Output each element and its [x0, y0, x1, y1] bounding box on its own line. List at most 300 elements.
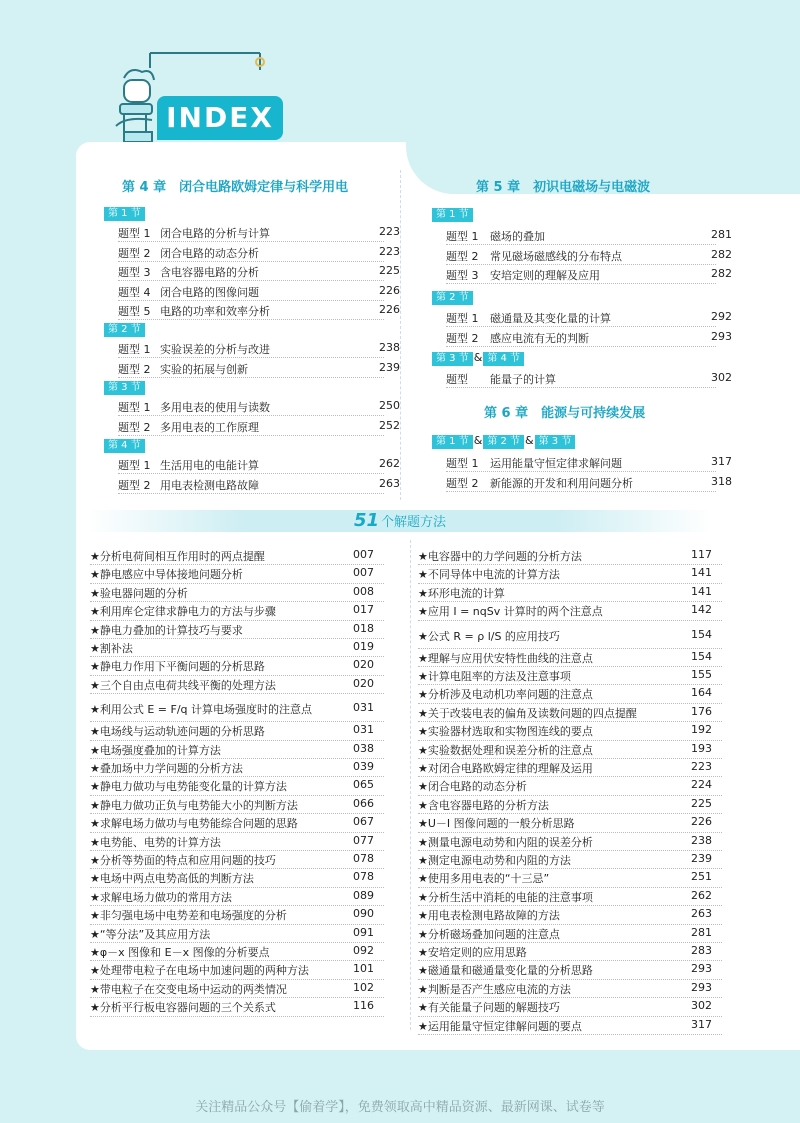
page-number: 223: [691, 760, 712, 773]
page-number: 154: [691, 627, 712, 641]
page-number: 225: [691, 796, 712, 810]
row-separator: [90, 740, 384, 741]
method-name: ★不同导体中电流的计算方法: [418, 568, 560, 582]
page-number: 251: [691, 870, 712, 884]
methods-banner: [88, 510, 712, 532]
question-type-label: 题型 2: [118, 362, 151, 376]
question-type-name: 闭合电路的分析与计算: [160, 227, 270, 240]
method-row[interactable]: [418, 622, 712, 648]
row-separator: [118, 493, 384, 494]
question-type-name: 闭合电路的动态分析: [160, 246, 259, 260]
row-separator: [90, 776, 384, 777]
page-number: 038: [353, 741, 374, 755]
method-name: ★电场线与运动轨迹问题的分析思路: [90, 725, 265, 739]
row-separator: [90, 979, 384, 980]
method-name: ★处理带电粒子在电场中加速问题的两种方法: [90, 964, 309, 978]
method-name: ★计算电阻率的方法及注意事项: [418, 670, 571, 683]
section-tag-row: [104, 438, 145, 454]
page-number: 226: [691, 815, 712, 829]
page-number: 117: [691, 548, 712, 561]
methods-count: 51: [353, 510, 380, 531]
page-number: 250: [379, 399, 400, 412]
section-tag-row: 第 3 节 & 第 4 节: [432, 351, 524, 367]
page-number: 090: [353, 907, 374, 921]
row-separator: [446, 471, 716, 472]
method-row[interactable]: [90, 603, 374, 621]
question-type-label: 题型 1: [446, 230, 479, 243]
section-tag: 第 4 节: [104, 439, 145, 453]
method-name: ★静电感应中导体接地问题分析: [90, 568, 243, 582]
page-number: 293: [711, 329, 732, 343]
method-name: ★磁通量和磁通量变化量的分析思路: [418, 964, 593, 978]
row-separator: [418, 832, 722, 833]
row-separator: [418, 740, 722, 741]
method-name: ★环形电流的计算: [418, 586, 505, 600]
method-row[interactable]: [418, 870, 712, 888]
row-separator: [418, 684, 722, 685]
row-separator: [90, 1016, 384, 1017]
method-row[interactable]: [90, 677, 374, 695]
method-row[interactable]: [90, 797, 374, 815]
method-name: ★分析生活中消耗的电能的注意事项: [418, 890, 593, 904]
page-number: 020: [353, 676, 374, 690]
row-separator: [90, 997, 384, 998]
method-row[interactable]: [90, 834, 374, 852]
row-separator: [118, 261, 384, 262]
method-row[interactable]: [418, 603, 712, 621]
method-name: ★静电力作用下平衡问题的分析思路: [90, 660, 265, 674]
row-separator: [418, 795, 722, 796]
method-name: ★有关能量子问题的解题技巧: [418, 1001, 560, 1015]
section-tag: 第 1 节: [432, 435, 473, 449]
method-row[interactable]: [418, 705, 712, 723]
page-number: 176: [691, 704, 712, 718]
question-type-name: 闭合电路的图像问题: [160, 285, 259, 299]
question-type-label: 题型 1: [118, 401, 151, 414]
method-name: ★关于改装电表的偏角及读数问题的四点提醒: [418, 706, 637, 720]
page-number: 239: [691, 852, 712, 865]
method-row[interactable]: [90, 999, 374, 1017]
row-separator: [90, 721, 384, 722]
page-number: 293: [691, 980, 712, 994]
page-number: 008: [353, 584, 374, 598]
row-separator: [90, 850, 384, 851]
row-separator: [118, 435, 384, 436]
row-separator: [446, 283, 716, 284]
method-row[interactable]: [90, 566, 374, 584]
method-name: ★U－I 图像问题的一般分析思路: [418, 817, 575, 831]
question-type-label: 题型 3: [118, 266, 151, 279]
method-row[interactable]: [90, 622, 374, 640]
method-row[interactable]: [418, 926, 712, 944]
question-type-label: 题型 2: [118, 478, 151, 492]
row-separator: [418, 721, 722, 722]
row-separator: [446, 244, 716, 245]
page-number: 077: [353, 833, 374, 847]
question-type-name: 多用电表的工作原理: [160, 420, 259, 434]
row-separator: [90, 638, 384, 639]
page-number: 317: [711, 455, 732, 468]
page-number: 225: [379, 264, 400, 277]
row-separator: [418, 1016, 722, 1017]
row-separator: [90, 887, 384, 888]
method-row[interactable]: [90, 742, 374, 760]
method-row[interactable]: [90, 658, 374, 676]
method-row[interactable]: [418, 834, 712, 852]
page-number: 141: [691, 584, 712, 598]
method-name: ★使用多用电表的“十三忌”: [418, 872, 550, 886]
method-name: ★三个自由点电荷共线平衡的处理方法: [90, 678, 276, 692]
row-separator: [418, 813, 722, 814]
page-number: 193: [691, 741, 712, 755]
method-row[interactable]: [418, 742, 712, 760]
method-name: ★应用 I = nqSv 计算时的两个注意点: [418, 605, 603, 619]
page-number: 281: [711, 228, 732, 241]
row-separator: [418, 564, 722, 565]
page-number: 282: [711, 267, 732, 280]
section-tag-row: [104, 322, 145, 338]
question-type-name: 能量子的计算: [490, 373, 556, 386]
section-tag: 第 1 节: [432, 208, 473, 222]
page-number: 263: [379, 476, 400, 490]
row-separator: [418, 776, 722, 777]
method-row[interactable]: [418, 668, 712, 686]
section-tag-row: [432, 207, 473, 223]
row-separator: [418, 887, 722, 888]
page-number: 164: [691, 686, 712, 700]
method-name: ★割补法: [90, 642, 133, 655]
row-separator: [118, 300, 384, 301]
page-number: 283: [691, 944, 712, 957]
row-separator: [418, 960, 722, 961]
row-separator: [418, 997, 722, 998]
method-name: ★静电力做功与电势能变化量的计算方法: [90, 780, 287, 794]
page-number: 116: [353, 999, 374, 1013]
page-number: 281: [691, 925, 712, 939]
page-number: 302: [691, 999, 712, 1013]
page-number: 293: [691, 962, 712, 976]
method-name: ★电容器中的力学问题的分析方法: [418, 550, 582, 563]
row-separator: [118, 415, 384, 416]
footer-note: 关注精品公众号【偷着学】，免费领取高中精品资源、最新网课、试卷等: [195, 1100, 605, 1115]
question-type-name: 含电容器电路的分析: [160, 266, 259, 279]
row-separator: [446, 387, 716, 388]
method-name: ★对闭合电路欧姆定律的理解及运用: [418, 762, 593, 775]
row-separator: [90, 758, 384, 759]
page-number: 017: [353, 603, 374, 617]
question-type-label: 题型 4: [118, 285, 151, 299]
method-name: ★电场中两点电势高低的判断方法: [90, 872, 254, 886]
section-tag: 第 2 节: [432, 291, 473, 305]
row-separator: [90, 868, 384, 869]
method-name: ★实验器材选取和实物图连线的要点: [418, 725, 593, 739]
row-separator: [90, 924, 384, 925]
page-number: 031: [353, 723, 374, 737]
page-number: 089: [353, 888, 374, 902]
row-separator: [418, 648, 722, 649]
method-row[interactable]: [90, 760, 374, 778]
page-number: 292: [711, 310, 732, 323]
question-type-name: 新能源的开发和利用问题分析: [490, 476, 633, 490]
section-tag: 第 2 节: [104, 323, 145, 337]
row-separator: [446, 264, 716, 265]
method-row[interactable]: [90, 852, 374, 870]
method-name: ★判断是否产生感应电流的方法: [418, 982, 571, 996]
row-separator: [118, 280, 384, 281]
question-type-name: 常见磁场磁感线的分布特点: [490, 249, 622, 263]
method-row[interactable]: [418, 585, 712, 603]
page-number: 317: [691, 1017, 712, 1031]
section-tag: 第 3 节: [535, 435, 576, 449]
question-type-name: 安培定则的理解及应用: [490, 269, 600, 282]
question-type-label: 题型 1: [118, 343, 151, 356]
page-number: 252: [379, 418, 400, 432]
page-number: 238: [379, 341, 400, 354]
page-number: 091: [353, 925, 374, 939]
question-type-name: 磁场的叠加: [490, 230, 545, 243]
method-name: ★运用能量守恒定律解问题的要点: [418, 1019, 582, 1033]
method-row[interactable]: [90, 926, 374, 944]
page-number: 078: [353, 852, 374, 865]
method-row[interactable]: [90, 548, 374, 566]
method-name: ★非匀强电场中电势差和电场强度的分析: [90, 909, 287, 923]
method-row[interactable]: [418, 778, 712, 796]
method-row[interactable]: [90, 723, 374, 741]
page-number: 092: [353, 944, 374, 957]
method-row[interactable]: [418, 797, 712, 815]
method-name: ★理解与应用伏安特性曲线的注意点: [418, 651, 593, 665]
row-separator: [418, 583, 722, 584]
method-row[interactable]: [418, 981, 712, 999]
method-row[interactable]: [418, 999, 712, 1017]
method-row[interactable]: [90, 640, 374, 658]
row-separator: [446, 326, 716, 327]
column-divider: [400, 170, 401, 500]
row-separator: [418, 868, 722, 869]
method-name: ★测定电源电动势和内阻的方法: [418, 854, 571, 867]
page-number: 226: [379, 303, 400, 316]
question-type-name: 多用电表的使用与读数: [160, 401, 270, 414]
row-separator: [418, 1034, 722, 1035]
method-row[interactable]: [418, 686, 712, 704]
question-type-label: 题型 2: [118, 420, 151, 434]
method-name: ★安培定则的应用思路: [418, 946, 527, 959]
method-row[interactable]: [90, 870, 374, 888]
page-number: 039: [353, 760, 374, 773]
method-name: ★“等分法”及其应用方法: [90, 927, 211, 941]
row-separator: [90, 564, 384, 565]
question-type-label: 题型 1: [446, 457, 479, 470]
page-number: 192: [691, 723, 712, 737]
method-name: ★公式 R = ρ l/S 的应用技巧: [418, 629, 560, 643]
row-separator: [446, 346, 716, 347]
chapter-5-title: 第 5 章 初识电磁场与电磁波: [476, 180, 651, 195]
method-name: ★静电力做功正负与电势能大小的判断方法: [90, 798, 298, 812]
question-type-label: 题型 2: [118, 246, 151, 260]
method-row[interactable]: [90, 944, 374, 962]
question-type-name: 磁通量及其变化量的计算: [490, 312, 611, 325]
row-separator: [418, 979, 722, 980]
row-separator: [90, 583, 384, 584]
question-type-name: 运用能量守恒定律求解问题: [490, 457, 622, 470]
method-row[interactable]: [90, 778, 374, 796]
page-number: 224: [691, 778, 712, 792]
section-tag: 第 2 节: [483, 435, 524, 449]
method-name: ★分析等势面的特点和应用问题的技巧: [90, 854, 276, 867]
row-separator: [90, 795, 384, 796]
question-type-name: 电路的功率和效率分析: [160, 305, 270, 318]
row-separator: [90, 813, 384, 814]
page-number: 282: [711, 247, 732, 261]
method-row[interactable]: [418, 760, 712, 778]
method-row[interactable]: [90, 815, 374, 833]
row-separator: [418, 601, 722, 602]
page-number: 065: [353, 778, 374, 792]
row-separator: [90, 942, 384, 943]
row-separator: [418, 905, 722, 906]
method-name: ★闭合电路的动态分析: [418, 780, 527, 794]
row-separator: [118, 241, 384, 242]
method-name: ★分析涉及电动机功率问题的注意点: [418, 688, 593, 702]
method-name: ★求解电场力做功与电势能综合问题的思路: [90, 817, 298, 831]
question-type-label: 题型 2: [446, 476, 479, 490]
page-number: 019: [353, 640, 374, 653]
question-type-label: 题型 5: [118, 305, 151, 318]
row-separator: [90, 675, 384, 676]
page-number: 263: [691, 907, 712, 921]
row-separator: [418, 758, 722, 759]
method-row[interactable]: [418, 723, 712, 741]
method-name: ★带电粒子在交变电场中运动的两类情况: [90, 982, 287, 996]
section-tag-row: [104, 380, 145, 396]
row-separator: [418, 666, 722, 667]
method-name: ★含电容器电路的分析方法: [418, 798, 549, 812]
page-number: 318: [711, 474, 732, 488]
method-row[interactable]: [418, 907, 712, 925]
question-type-label: 题型 1: [118, 459, 151, 472]
method-row[interactable]: [418, 1018, 712, 1036]
row-separator: [418, 942, 722, 943]
method-name: ★求解电场力做功的常用方法: [90, 890, 232, 904]
question-type-label: 题型: [446, 373, 468, 386]
method-row[interactable]: [90, 889, 374, 907]
question-type-name: 实验误差的分析与改进: [160, 343, 270, 356]
method-row[interactable]: [418, 852, 712, 870]
question-type-label: 题型 3: [446, 269, 479, 282]
row-separator: [90, 693, 384, 694]
page-number: 142: [691, 603, 712, 617]
section-tag: 第 1 节: [104, 207, 145, 221]
page-number: 223: [379, 244, 400, 258]
page-number: 031: [353, 701, 374, 715]
chapter-4-title: 第 4 章 闭合电路欧姆定律与科学用电: [122, 180, 349, 195]
method-name: ★分析磁场叠加问题的注意点: [418, 927, 560, 941]
page-number: 226: [379, 283, 400, 297]
section-tag-row: 第 1 节 & 第 2 节 & 第 3 节: [432, 434, 575, 450]
method-row[interactable]: [418, 944, 712, 962]
method-name: ★利用公式 E = F/q 计算电场强度时的注意点: [90, 703, 313, 717]
row-separator: [118, 357, 384, 358]
method-row[interactable]: [418, 548, 712, 566]
method-row[interactable]: [418, 815, 712, 833]
page-number: 020: [353, 658, 374, 672]
page-number: 154: [691, 649, 712, 663]
row-separator: [90, 905, 384, 906]
method-name: ★分析电荷间相互作用时的两点提醒: [90, 550, 265, 563]
page-number: 238: [691, 833, 712, 847]
method-row[interactable]: [418, 962, 712, 980]
question-type-label: 题型 1: [118, 227, 151, 240]
method-row[interactable]: [90, 907, 374, 925]
method-name: ★φ－x 图像和 E－x 图像的分析要点: [90, 946, 270, 959]
page-number: 007: [353, 566, 374, 580]
question-type-name: 用电表检测电路故障: [160, 478, 259, 492]
question-type-name: 生活用电的电能计算: [160, 459, 259, 472]
method-row[interactable]: [418, 650, 712, 668]
question-type-label: 题型 2: [446, 331, 479, 345]
row-separator: [118, 377, 384, 378]
method-row[interactable]: [90, 962, 374, 980]
row-separator: [90, 832, 384, 833]
methods-label: 个解题方法: [381, 515, 447, 530]
page-number: 007: [353, 548, 374, 561]
section-tag: 第 4 节: [483, 352, 524, 366]
row-separator: [90, 960, 384, 961]
page-number: 262: [691, 888, 712, 902]
row-separator: [90, 656, 384, 657]
page-number: 101: [353, 962, 374, 976]
method-name: ★电场强度叠加的计算方法: [90, 743, 221, 757]
page-number: 302: [711, 371, 732, 384]
section-tag: 第 3 节: [104, 381, 145, 395]
method-name: ★利用库仑定律求静电力的方法与步骤: [90, 605, 276, 619]
page-number: 155: [691, 668, 712, 681]
index-title: INDEX: [157, 96, 283, 140]
page-number: 067: [353, 815, 374, 829]
page-number: 262: [379, 457, 400, 470]
row-separator: [90, 601, 384, 602]
page-number: 078: [353, 870, 374, 884]
method-row[interactable]: [90, 585, 374, 603]
method-name: ★验电器问题的分析: [90, 586, 188, 600]
method-row[interactable]: [418, 889, 712, 907]
method-row[interactable]: [418, 566, 712, 584]
row-separator: [118, 473, 384, 474]
page-number: 239: [379, 360, 400, 374]
page-number: 102: [353, 980, 374, 994]
row-separator: [446, 491, 716, 492]
question-type-label: 题型 1: [446, 312, 479, 325]
method-name: ★分析平行板电容器问题的三个关系式: [90, 1001, 276, 1015]
column-divider: [410, 540, 411, 1030]
method-name: ★叠加场中力学问题的分析方法: [90, 762, 243, 775]
row-separator: [418, 620, 722, 621]
row-separator: [118, 319, 384, 320]
row-separator: [90, 620, 384, 621]
page-number: 066: [353, 796, 374, 810]
row-separator: [418, 850, 722, 851]
row-separator: [418, 924, 722, 925]
method-name: ★实验数据处理和误差分析的注意点: [418, 743, 593, 757]
method-row[interactable]: [90, 981, 374, 999]
section-tag-row: [432, 290, 473, 306]
page-number: 018: [353, 621, 374, 635]
question-type-name: 实验的拓展与创新: [160, 362, 248, 376]
method-name: ★用电表检测电路故障的方法: [418, 909, 560, 923]
page-number: 141: [691, 566, 712, 580]
row-separator: [418, 703, 722, 704]
method-row[interactable]: [90, 695, 374, 721]
